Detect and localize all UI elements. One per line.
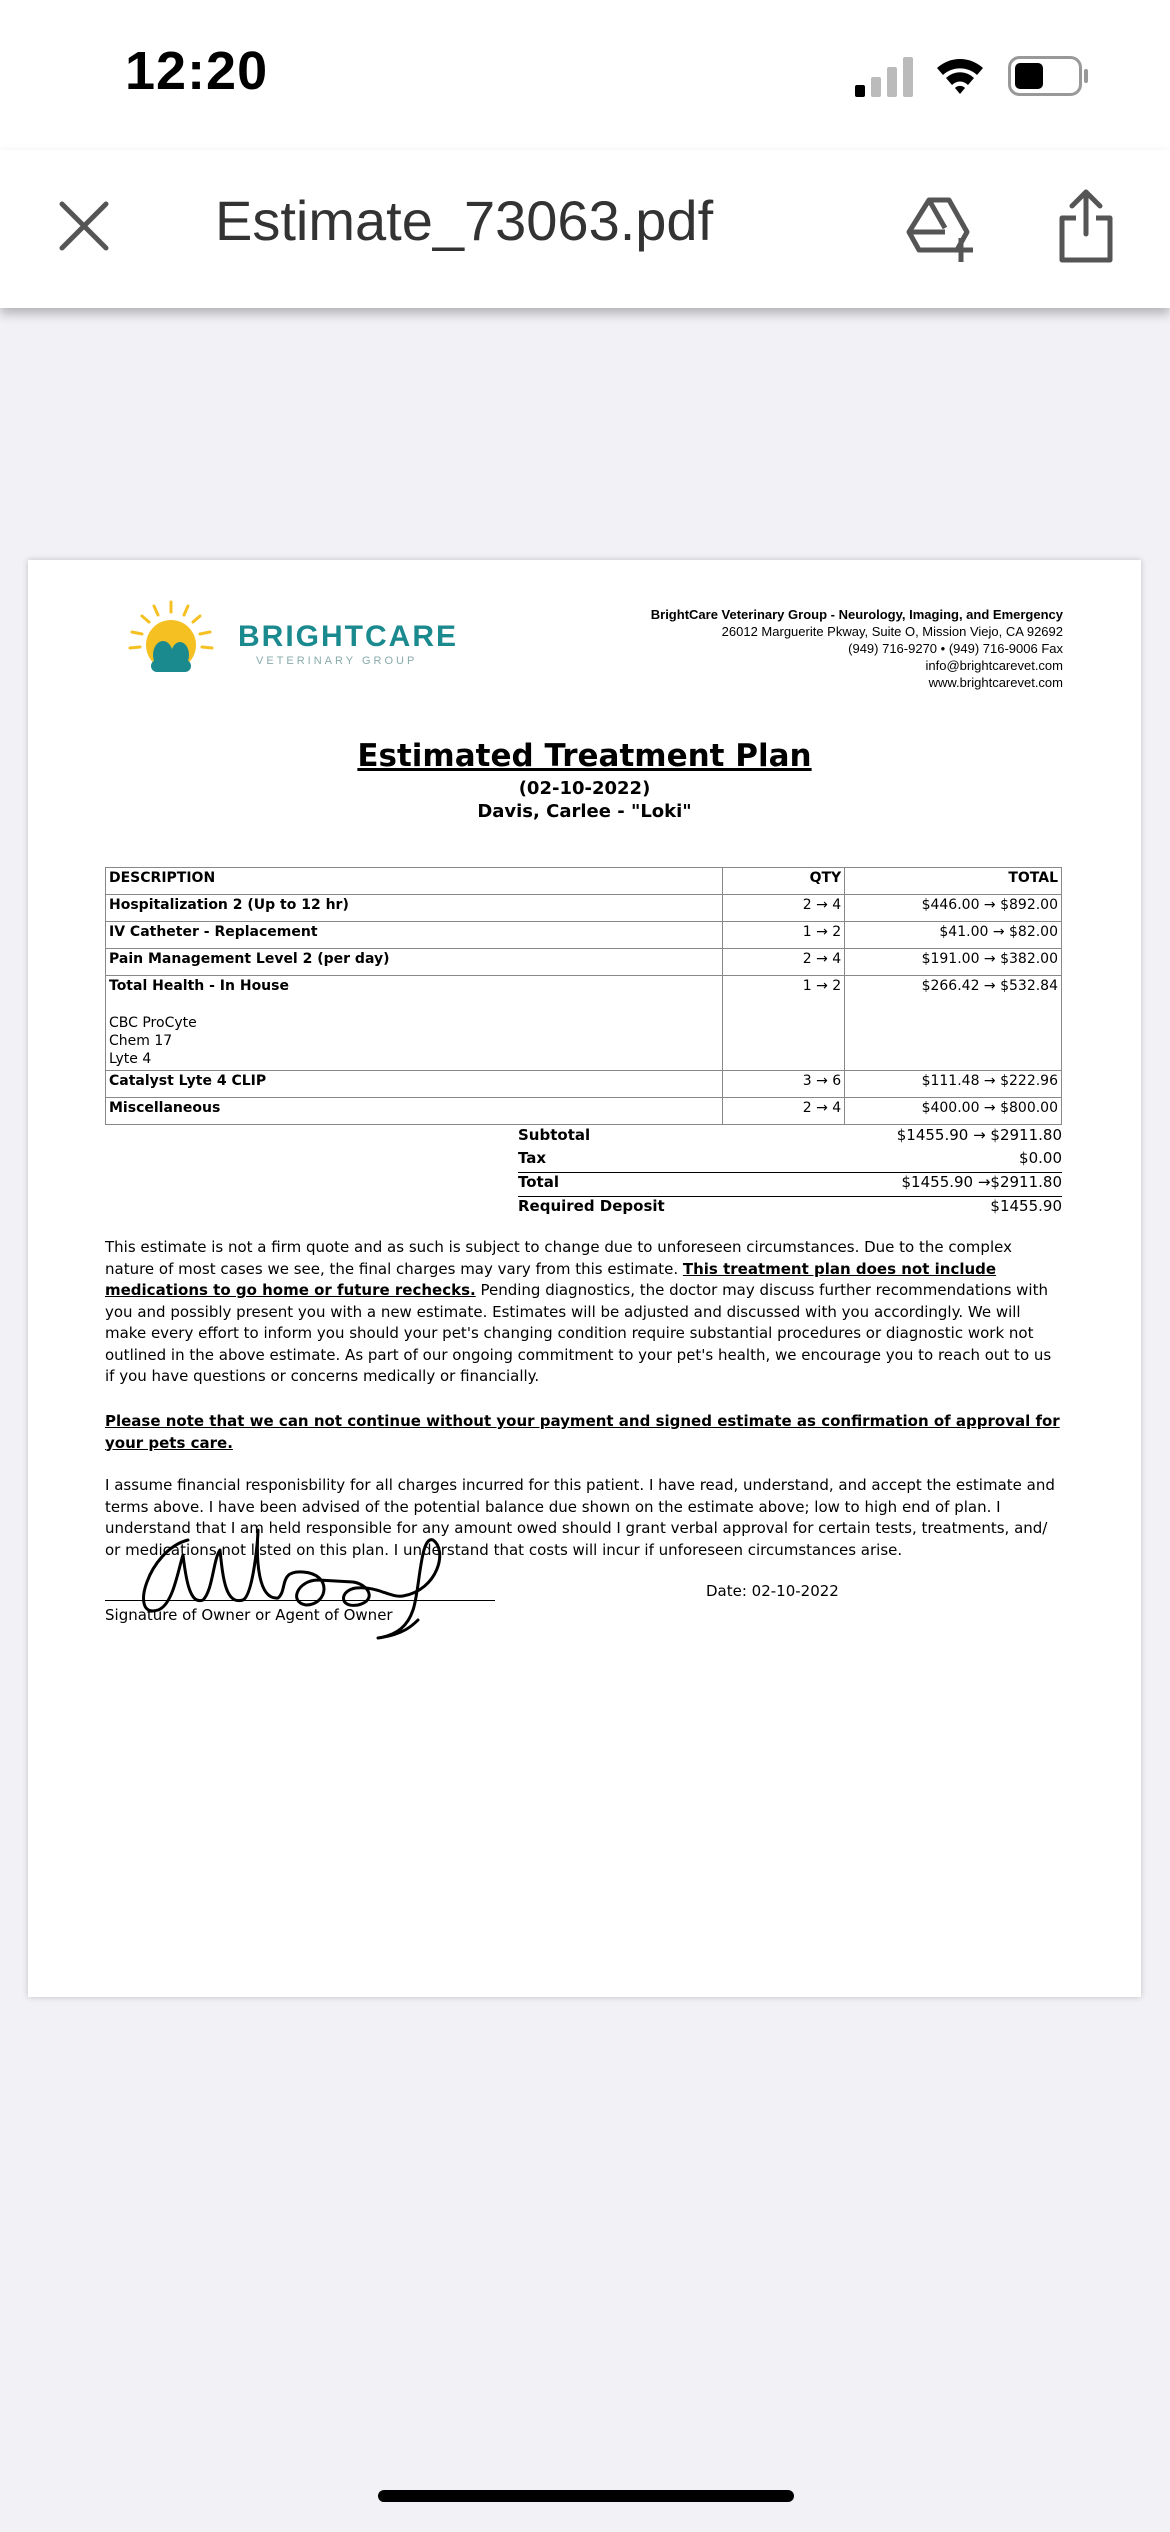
- row-total: $111.48 → $222.96: [845, 1071, 1062, 1098]
- totals-block: [518, 1126, 1062, 1220]
- row-qty: 3 → 6: [723, 1071, 845, 1098]
- row-description: Hospitalization 2 (Up to 12 hr): [106, 895, 723, 922]
- subitem: CBC ProCyte: [109, 1015, 197, 1031]
- tax-value: $0.00: [1019, 1149, 1062, 1167]
- handwritten-signature: [128, 1510, 548, 1640]
- row-description: Pain Management Level 2 (per day): [106, 949, 723, 976]
- row-description: IV Catheter - Replacement: [106, 922, 723, 949]
- table-row: [106, 1098, 1062, 1125]
- header-total: TOTAL: [845, 868, 1062, 895]
- battery-icon: [1008, 56, 1090, 96]
- pdf-page[interactable]: [28, 560, 1141, 1997]
- total-label: Total: [518, 1173, 559, 1191]
- estimate-table: [105, 867, 1062, 1125]
- row-subitems: [109, 1014, 719, 1068]
- row-total: $41.00 → $82.00: [845, 922, 1062, 949]
- row-description-group: [106, 976, 723, 1071]
- signature-label: Signature of Owner or Agent of Owner: [105, 1606, 393, 1624]
- subitem: Lyte 4: [109, 1051, 152, 1067]
- clinic-logo: [126, 600, 466, 680]
- row-total: $446.00 → $892.00: [845, 895, 1062, 922]
- responsibility-paragraph: I assume financial responisbility for all charges incurred for this patient. I have read, understand, and accept the estimate and terms above. I have been advised of the potential balance due shown on the estimate above; low to high end of plan. I understand that I am held responsible for any amount owed should I grant verbal approval for certain tests, treatments, and/ or medications not listed on this plan. I understand that costs will incur if unforeseen circumstances arise.: [105, 1476, 1055, 1559]
- add-to-drive-icon[interactable]: [905, 192, 977, 264]
- total-row: [518, 1173, 1062, 1197]
- row-description: Total Health - In House: [109, 978, 289, 994]
- clinic-website: www.brightcarevet.com: [928, 675, 1063, 690]
- row-qty: 2 → 4: [723, 949, 845, 976]
- share-icon[interactable]: [1056, 188, 1116, 264]
- row-total: $191.00 → $382.00: [845, 949, 1062, 976]
- clinic-email: info@brightcarevet.com: [925, 658, 1063, 673]
- row-total: $400.00 → $800.00: [845, 1098, 1062, 1125]
- deposit-value: $1455.90: [990, 1197, 1062, 1215]
- disclaimer-end: Pending diagnostics, the doctor may discuss further recommendations with you and possibly present you with a new estimate. Estimates will be adjusted and discussed with you accordingly. We will make every effort to inform you should your pet's changing condition require substantial procedures or diagnostic work not outlined in the above estimate. As part of our ongoing commitment to your pet's health, we encourage you to reach out to us if you have questions or concerns medically or financially.: [105, 1281, 1052, 1385]
- logo-subtext: VETERINARY GROUP: [256, 655, 418, 667]
- row-total: $266.42 → $532.84: [845, 976, 1062, 1071]
- row-qty: 1 → 2: [723, 922, 845, 949]
- home-indicator[interactable]: [378, 2490, 794, 2502]
- table-row: [106, 976, 1062, 1071]
- table-row: [106, 949, 1062, 976]
- wifi-icon: [935, 54, 985, 96]
- row-qty: 1 → 2: [723, 976, 845, 1071]
- table-row: [106, 1071, 1062, 1098]
- subitem: Chem 17: [109, 1033, 173, 1049]
- close-icon[interactable]: [58, 200, 110, 252]
- row-description: Miscellaneous: [106, 1098, 723, 1125]
- clinic-info: [651, 606, 1063, 691]
- client-name: Davis, Carlee - "Loki": [477, 801, 692, 822]
- clinic-phone: (949) 716-9270 • (949) 716-9006 Fax: [848, 641, 1063, 656]
- disclaimer-bold: This treatment plan does not include medications to go home or future rechecks.: [105, 1259, 997, 1299]
- total-value: $1455.90 →$2911.80: [901, 1173, 1062, 1191]
- table-header-row: [106, 868, 1062, 895]
- subtotal-label: Subtotal: [518, 1126, 591, 1144]
- subtotal-value: $1455.90 → $2911.80: [896, 1126, 1062, 1144]
- header-qty: QTY: [723, 868, 845, 895]
- row-description: Catalyst Lyte 4 CLIP: [106, 1071, 723, 1098]
- tax-row: [518, 1149, 1062, 1173]
- document-date: (02-10-2022): [518, 778, 651, 799]
- status-bar: [0, 0, 1170, 150]
- disclaimer-start: This estimate is not a firm quote and as such is subject to change due to unforeseen circumstances. Due to the complex nature of most cases we see, the final charges may vary from this estimate.: [105, 1238, 1012, 1278]
- tax-label: Tax: [518, 1149, 547, 1167]
- header-description: DESCRIPTION: [106, 868, 723, 895]
- cellular-signal-icon: [855, 55, 915, 97]
- row-qty: 2 → 4: [723, 895, 845, 922]
- pdf-viewer-toolbar: [0, 150, 1170, 308]
- document-title: Estimated Treatment Plan: [357, 738, 812, 774]
- table-row: [106, 895, 1062, 922]
- status-time: 12:20: [125, 41, 269, 101]
- subtotal-row: [518, 1126, 1062, 1149]
- payment-notice: Please note that we can not continue without your payment and signed estimate as confirmation of approval for your pets care.: [105, 1412, 1060, 1452]
- deposit-label: Required Deposit: [518, 1197, 665, 1215]
- disclaimer-paragraph: [105, 1237, 1062, 1388]
- clinic-name: BrightCare Veterinary Group - Neurology, Imaging, and Emergency: [650, 607, 1063, 622]
- logo-text: BRIGHTCARE: [238, 620, 458, 653]
- deposit-row: [518, 1197, 1062, 1220]
- file-title: Estimate_73063.pdf: [215, 189, 714, 252]
- row-qty: 2 → 4: [723, 1098, 845, 1125]
- table-row: [106, 922, 1062, 949]
- clinic-address: 26012 Marguerite Pkway, Suite O, Mission Viejo, CA 92692: [721, 624, 1063, 639]
- signature-date: Date: 02-10-2022: [706, 1582, 839, 1600]
